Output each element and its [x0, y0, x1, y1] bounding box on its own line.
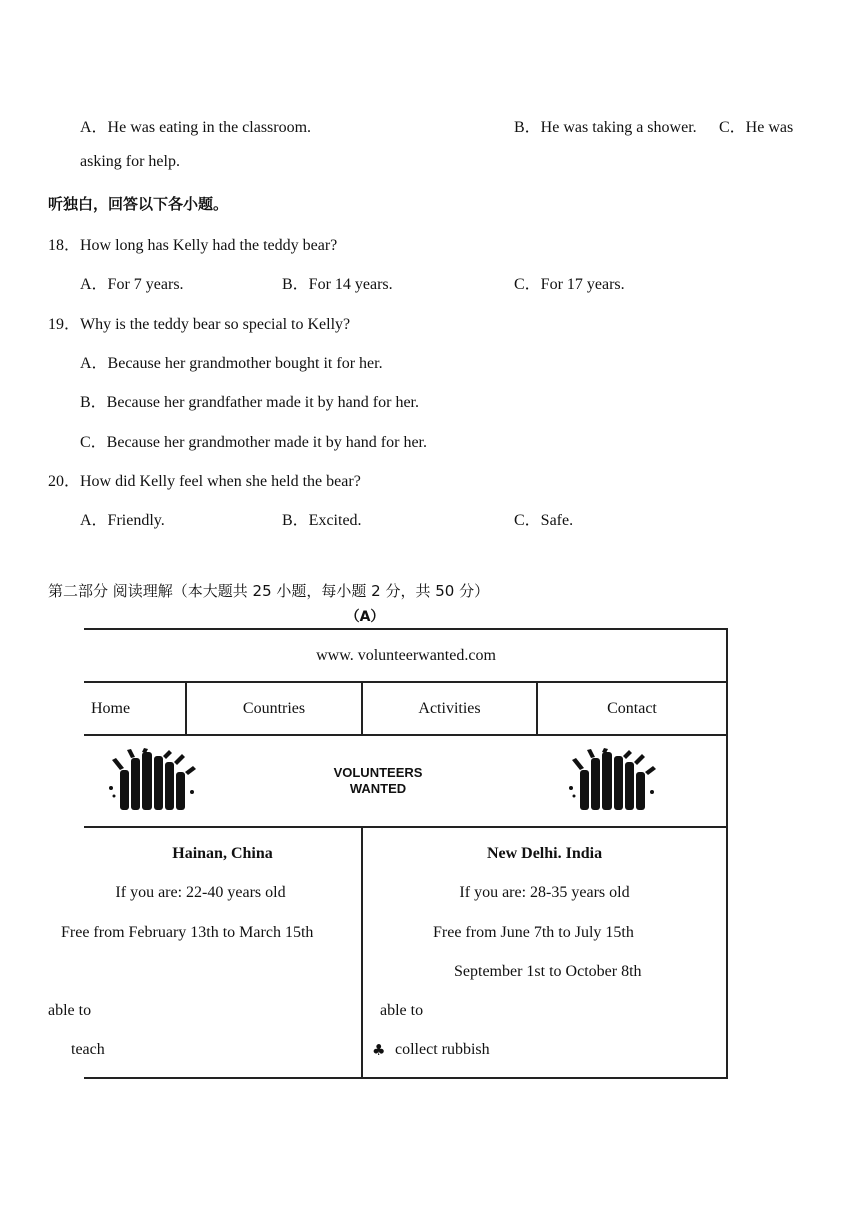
- left-able: able to: [48, 1002, 92, 1019]
- q17-option-b: B．He was taking a shower.: [514, 119, 697, 136]
- q20-option-a: A．Friendly.: [80, 512, 165, 529]
- right-free-2: September 1st to October 8th: [454, 963, 642, 980]
- raised-hands-icon-left: [106, 748, 198, 814]
- q17-option-a: A．He was eating in the classroom.: [80, 119, 312, 136]
- section-title: 第二部分 阅读理解（本大题共 25 小题，每小题 2 分，共 50 分）: [48, 582, 490, 600]
- nav-contact: Contact: [607, 700, 657, 717]
- banner-title: [318, 765, 438, 797]
- right-age: If you are: 28-35 years old: [459, 884, 630, 901]
- q19-option-c: C．Because her grandmother made it by hand for her.: [80, 434, 428, 451]
- nav-activities: Activities: [418, 700, 481, 717]
- right-task: collect rubbish: [395, 1041, 490, 1058]
- q18-option-b: B．For 14 years.: [282, 276, 393, 293]
- q20-option-c: C．Safe.: [514, 512, 574, 529]
- q17-option-c: C．He was: [719, 119, 794, 136]
- right-place: New Delhi. India: [486, 845, 603, 862]
- banner-line-2: WANTED: [349, 781, 407, 796]
- banner-line-1: VOLUNTEERS: [333, 765, 423, 780]
- q19-option-b: B．Because her grandfather made it by hand for her.: [80, 394, 419, 411]
- right-able: able to: [380, 1002, 424, 1019]
- left-free: Free from February 13th to March 15th: [61, 924, 314, 941]
- q20-option-b: B．Excited.: [282, 512, 362, 529]
- ad-website-url: www. volunteerwanted.com: [316, 647, 496, 664]
- right-free: Free from June 7th to July 15th: [433, 924, 634, 941]
- q18-option-c: C．For 17 years.: [514, 276, 625, 293]
- club-icon: ♣: [372, 1041, 386, 1059]
- nav-home: Home: [91, 700, 131, 717]
- raised-hands-icon-right: [566, 748, 658, 814]
- q20-question: 20．How did Kelly feel when she held the bear?: [48, 473, 361, 490]
- nav-countries: Countries: [242, 700, 306, 717]
- passage-label: （A）: [345, 609, 385, 625]
- monologue-instruction: 听独白，回答以下各小题。: [48, 195, 229, 213]
- q18-option-a: A．For 7 years.: [80, 276, 184, 293]
- left-task: teach: [71, 1041, 105, 1058]
- left-place: Hainan, China: [172, 845, 273, 862]
- q19-question: 19．Why is the teddy bear so special to Kelly?: [48, 316, 351, 333]
- q19-option-a: A．Because her grandmother bought it for her.: [80, 355, 383, 372]
- left-age: If you are: 22-40 years old: [115, 884, 286, 901]
- q18-question: 18．How long has Kelly had the teddy bear?: [48, 237, 338, 254]
- q17-option-c-continued: asking for help.: [80, 153, 180, 170]
